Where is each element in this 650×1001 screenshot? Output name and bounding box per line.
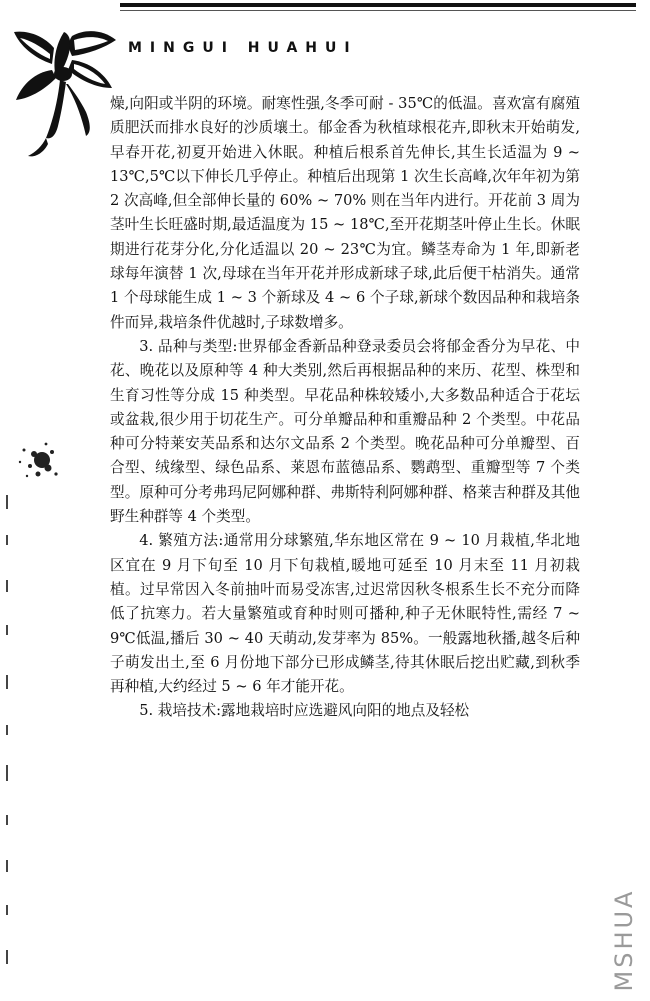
paragraph-propagation-methods: 4. 繁殖方法:通常用分球繁殖,华东地区常在 9 ~ 10 月栽植,华北地区宜在 9 月下旬至 10 月下旬栽植,暖地可延至 10 月末至 11 月初栽植。过早常因入冬前抽叶而易受冻害,过迟常因秋冬根系生长不充分而降低了抗寒力。若大量繁殖或育种时则可播种,种子无休眠特性,需经 7 ~ 9℃低温,播后 30 ~ 40 天萌动,发芽率为 85%。一般露地秋播,越冬后种子萌发出土,至 6 月份地下部分已形成鳞茎,待其休眠后挖出贮藏,到秋季再种植,大约经过 5 ~ 6 年才能开花。 xyxy=(110,532,580,696)
scan-speckle-mark xyxy=(12,430,62,490)
header-thin-rule xyxy=(120,10,636,11)
page-margin-marks xyxy=(6,495,10,985)
watermark-text: MSHUA xyxy=(610,888,638,992)
running-header-title: MINGUI HUAHUI xyxy=(128,40,358,56)
page-body-text xyxy=(110,92,580,724)
paragraph-growth-habits: 燥,向阳或半阴的环境。耐寒性强,冬季可耐 - 35℃的低温。喜欢富有腐殖质肥沃而排水良好的沙质壤土。郁金香为秋植球根花卉,即秋末开始萌发,早春开花,初夏开始进入休眠。种植后根系首先伸长,其生长适温为 9 ~ 13℃,5℃以下伸长几乎停止。种植后出现第 1 次生长高峰,次年年初为第 2 次高峰,但全部伸长量的 60% ~ 70% 则在当年内进行。开花前 3 周为茎叶生长旺盛时期,最适温度为 15 ~ 18℃,至开花期茎叶停止生长。休眠期进行花芽分化,分化适温以 20 ~ 23℃为宜。鳞茎寿命为 1 年,即新老球每年演替 1 次,母球在当年开花并形成新球子球,此后便干枯消失。通常 1 个母球能生成 1 ~ 3 个新球及 4 ~ 6 个子球,新球个数因品种和栽培条件而异,栽培条件优越时,子球数增多。 xyxy=(110,95,580,331)
paragraph-varieties-and-types: 3. 品种与类型:世界郁金香新品种登录委员会将郁金香分为早花、中花、晚花以及原种等 4 种大类别,然后再根据品种的来历、花型、株型和生育习性等分成 15 种类型。早花品种株较矮小,大多数品种适合于花坛或盆栽,很少用于切花生产。可分单瓣品种和重瓣品种 2 个类型。中花品种可分特莱安芙品系和达尔文品系 2 个类型。晚花品种可分单瓣型、百合型、绒缘型、绿色品系、莱恩布蓝德品系、鹦鹉型、重瓣型等 7 个类型。原种可分考弗玛尼阿娜种群、弗斯特利阿娜种群、格莱吉种群及其他野生种群等 4 个类型。 xyxy=(110,337,580,526)
header-top-rule xyxy=(120,3,636,7)
flower-silhouette-icon xyxy=(6,14,126,164)
paragraph-cultivation-techniques: 5. 栽培技术:露地栽培时应选避风向阳的地点及轻松 xyxy=(139,702,470,720)
watermark xyxy=(610,885,638,995)
